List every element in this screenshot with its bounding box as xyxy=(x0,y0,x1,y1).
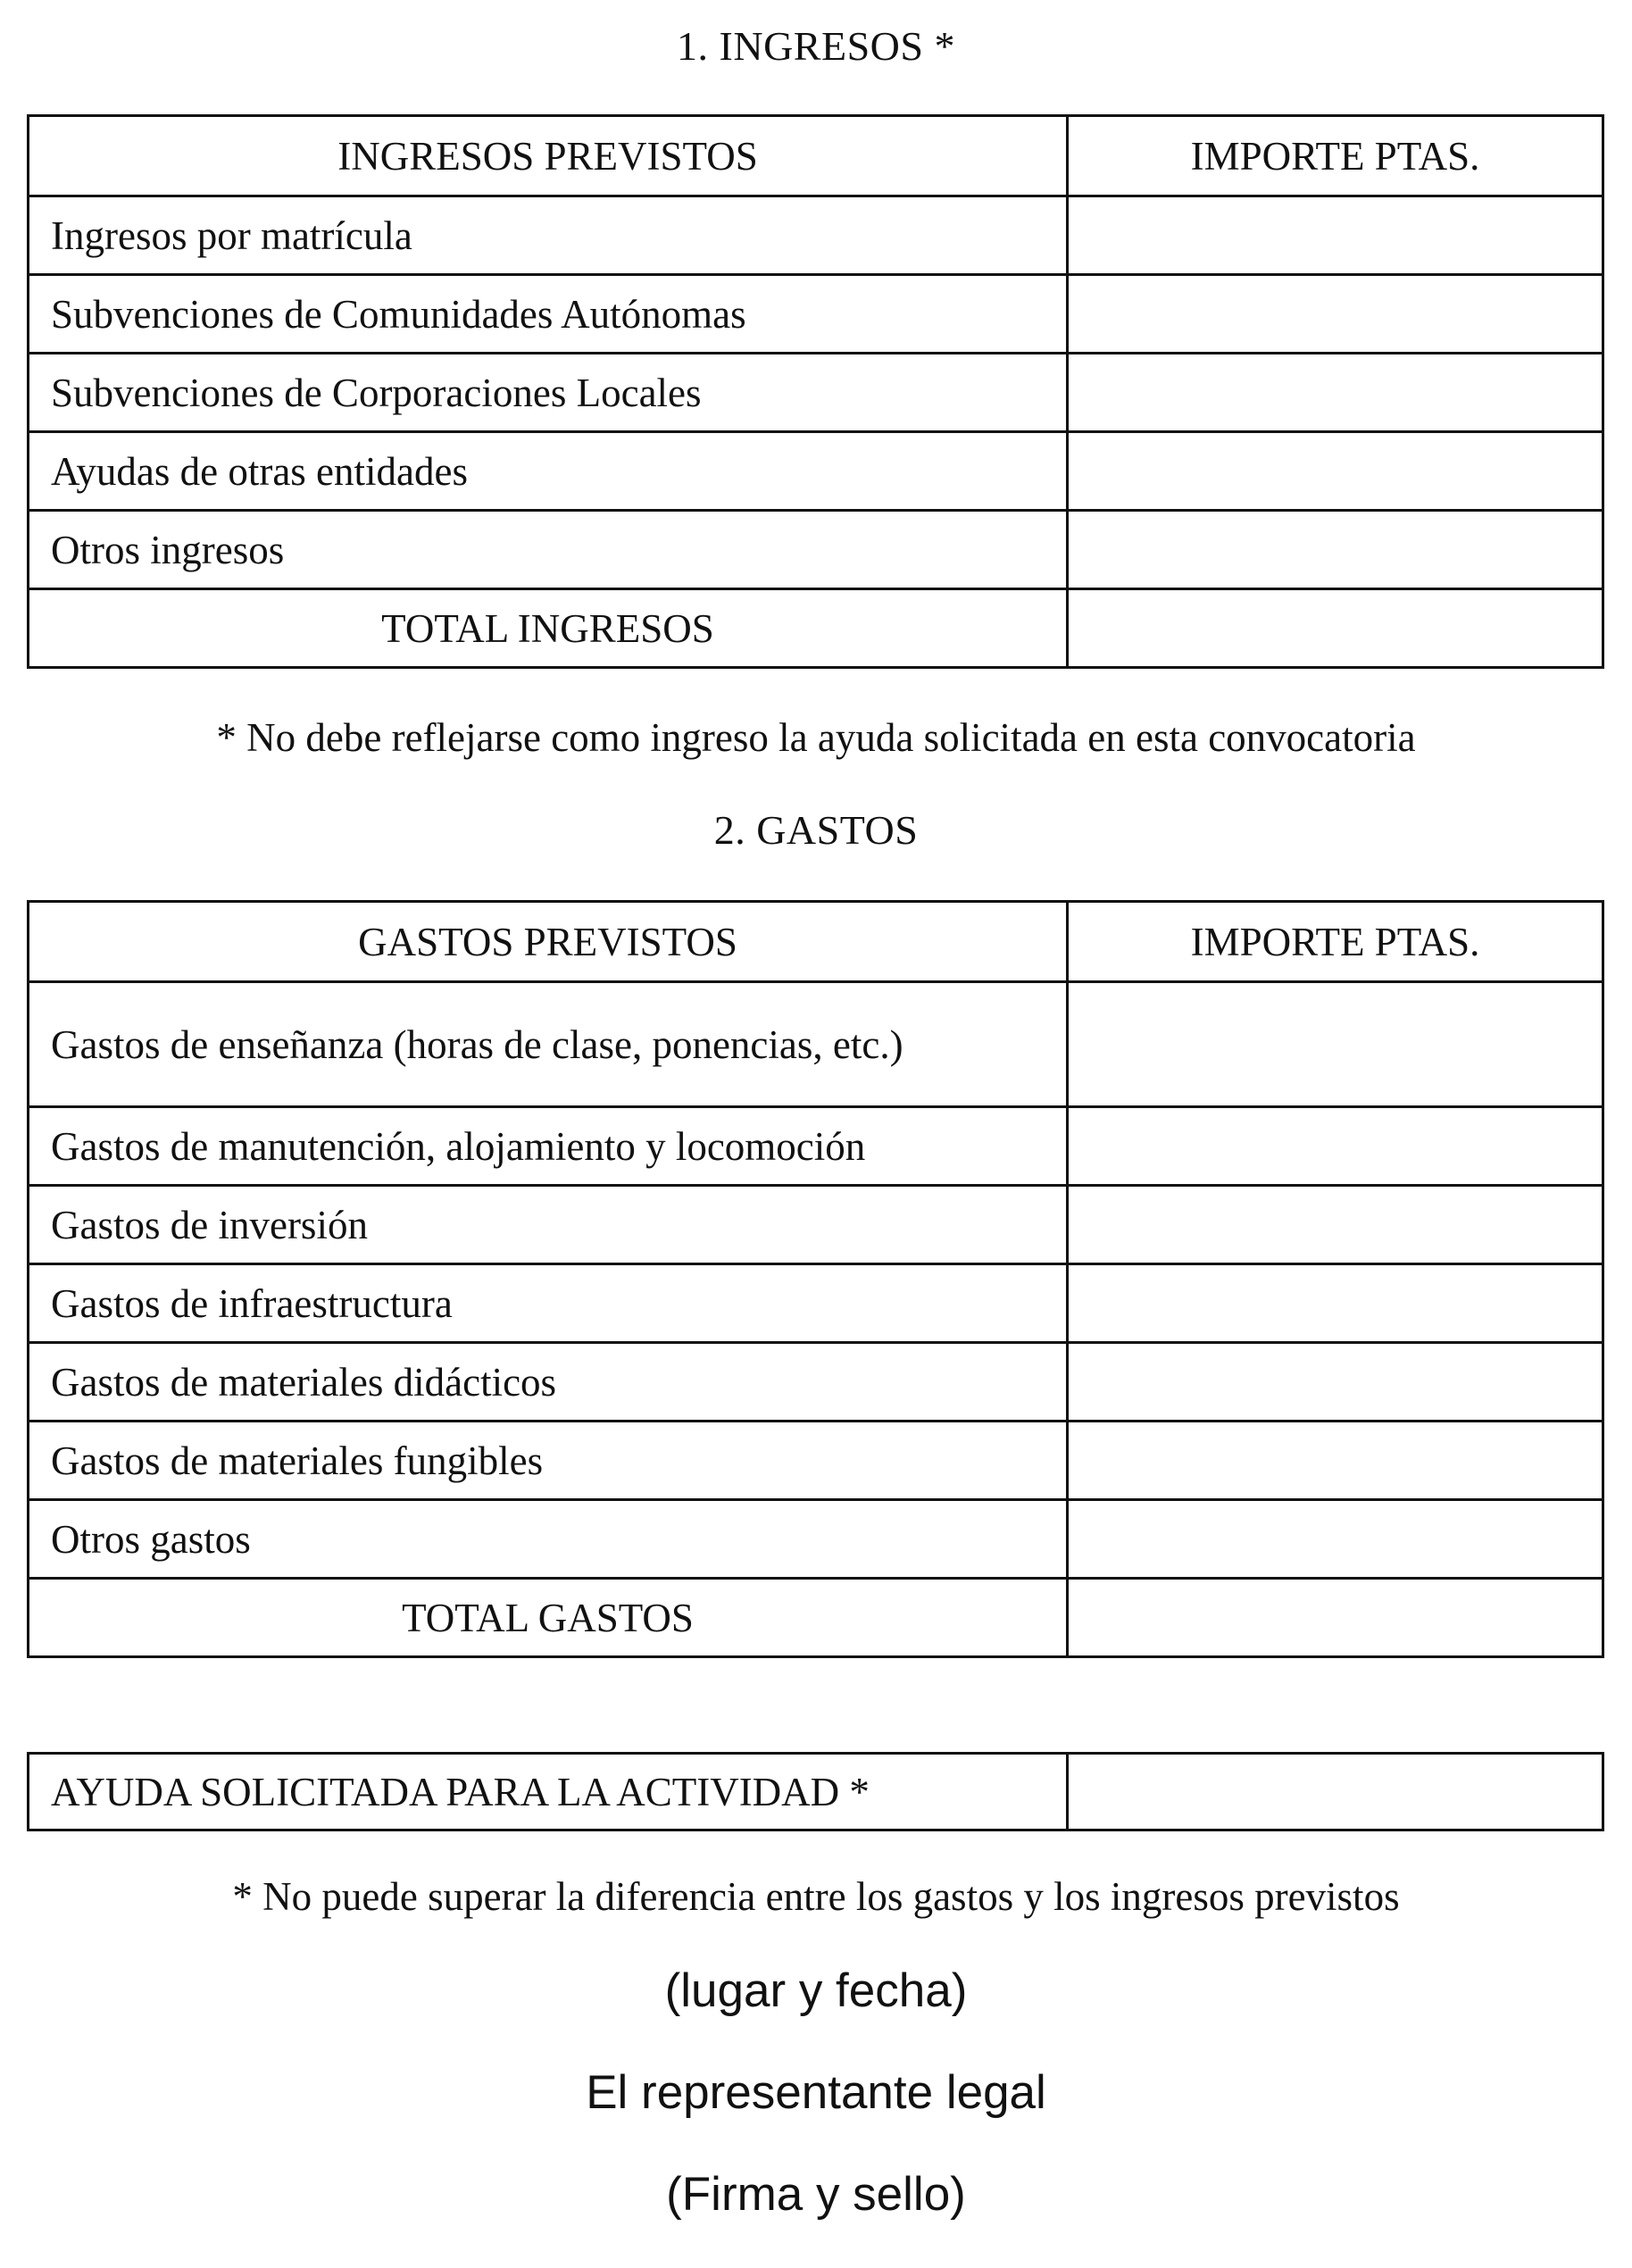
table-row xyxy=(29,196,1603,275)
table-row xyxy=(29,1500,1603,1579)
ingresos-total-label: TOTAL INGRESOS xyxy=(29,589,1068,668)
gastos-total-amount-field[interactable] xyxy=(1068,1579,1603,1657)
ayuda-table xyxy=(27,1752,1604,1831)
ingresos-amount-header: IMPORTE PTAS. xyxy=(1068,116,1603,196)
ingresos-total-amount-field[interactable] xyxy=(1068,589,1603,668)
gastos-heading: 2. GASTOS xyxy=(713,807,919,853)
gastos-row-label: Gastos de inversión xyxy=(29,1186,1068,1264)
gastos-row-label: Otros gastos xyxy=(29,1500,1068,1579)
ingresos-row-label: Ingresos por matrícula xyxy=(29,196,1068,275)
ayuda-label: AYUDA SOLICITADA PARA LA ACTIVIDAD * xyxy=(29,1754,1068,1830)
ingresos-row-amount-field[interactable] xyxy=(1068,511,1603,589)
gastos-row-label: Gastos de materiales fungibles xyxy=(29,1422,1068,1500)
legal-representative-line: El representante legal xyxy=(586,2066,1046,2119)
gastos-concept-header: GASTOS PREVISTOS xyxy=(29,902,1068,982)
ayuda-row xyxy=(29,1754,1603,1830)
gastos-row-amount-field[interactable] xyxy=(1068,1264,1603,1343)
gastos-total-row xyxy=(29,1579,1603,1657)
gastos-row-label: Gastos de materiales didácticos xyxy=(29,1343,1068,1422)
place-date-line: (lugar y fecha) xyxy=(664,1964,968,2017)
gastos-row-amount-field[interactable] xyxy=(1068,982,1603,1107)
ingresos-table xyxy=(27,114,1604,669)
table-row xyxy=(29,354,1603,432)
table-row xyxy=(29,511,1603,589)
signature-seal-line: (Firma y sello) xyxy=(666,2168,966,2221)
ingresos-row-label: Otros ingresos xyxy=(29,511,1068,589)
ingresos-header-row xyxy=(29,116,1603,196)
table-row xyxy=(29,275,1603,354)
gastos-header-row xyxy=(29,902,1603,982)
ingresos-row-amount-field[interactable] xyxy=(1068,275,1603,354)
table-row xyxy=(29,1264,1603,1343)
gastos-total-label: TOTAL GASTOS xyxy=(29,1579,1068,1657)
ingresos-row-amount-field[interactable] xyxy=(1068,196,1603,275)
gastos-row-amount-field[interactable] xyxy=(1068,1422,1603,1500)
ingresos-row-label: Ayudas de otras entidades xyxy=(29,432,1068,511)
gastos-row-label: Gastos de manutención, alojamiento y locomoción xyxy=(29,1107,1068,1186)
ingresos-row-label: Subvenciones de Corporaciones Locales xyxy=(29,354,1068,432)
table-row xyxy=(29,1343,1603,1422)
ingresos-row-label: Subvenciones de Comunidades Autónomas xyxy=(29,275,1068,354)
ayuda-footnote: * No puede superar la diferencia entre los gastos y los ingresos previstos xyxy=(232,1874,1400,1919)
table-row xyxy=(29,432,1603,511)
ingresos-footnote: * No debe reflejarse como ingreso la ayuda solicitada en esta convocatoria xyxy=(216,715,1416,760)
gastos-row-label: Gastos de enseñanza (horas de clase, ponencias, etc.) xyxy=(29,982,1068,1107)
ingresos-total-row xyxy=(29,589,1603,668)
ingresos-row-amount-field[interactable] xyxy=(1068,354,1603,432)
gastos-row-amount-field[interactable] xyxy=(1068,1186,1603,1264)
gastos-row-amount-field[interactable] xyxy=(1068,1500,1603,1579)
gastos-row-label: Gastos de infraestructura xyxy=(29,1264,1068,1343)
table-row xyxy=(29,1422,1603,1500)
gastos-amount-header: IMPORTE PTAS. xyxy=(1068,902,1603,982)
table-row xyxy=(29,1186,1603,1264)
table-row xyxy=(29,1107,1603,1186)
ingresos-heading: 1. INGRESOS * xyxy=(677,23,955,69)
gastos-table xyxy=(27,900,1604,1658)
ayuda-amount-field[interactable] xyxy=(1068,1754,1603,1830)
table-row xyxy=(29,982,1603,1107)
ingresos-row-amount-field[interactable] xyxy=(1068,432,1603,511)
gastos-row-amount-field[interactable] xyxy=(1068,1343,1603,1422)
gastos-row-amount-field[interactable] xyxy=(1068,1107,1603,1186)
ingresos-concept-header: INGRESOS PREVISTOS xyxy=(29,116,1068,196)
